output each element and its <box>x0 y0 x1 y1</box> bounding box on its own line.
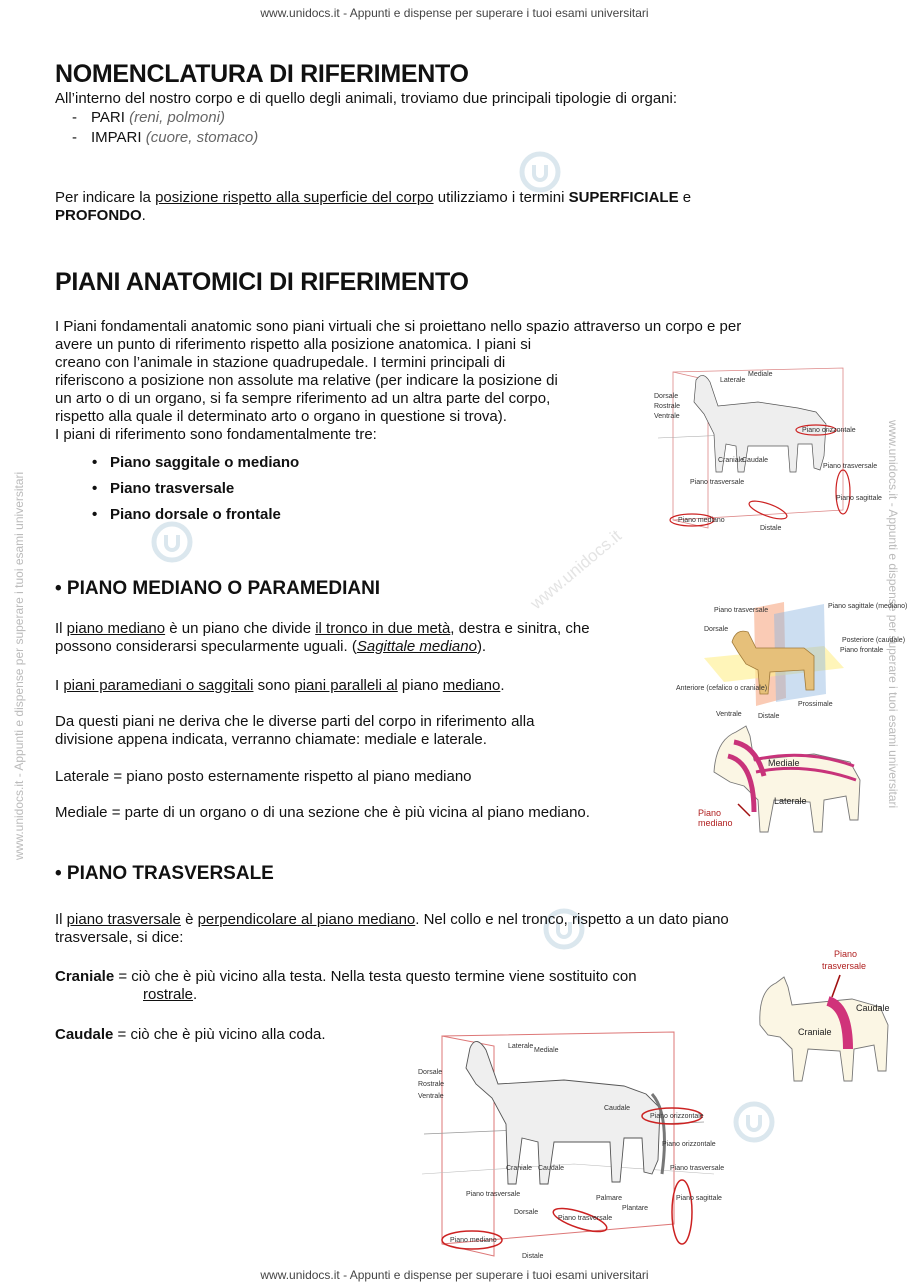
figure-label: Piano frontale <box>840 647 884 654</box>
organ-types-list <box>72 108 258 148</box>
figure-label: Distale <box>760 525 782 532</box>
figure-label: Craniale <box>506 1165 533 1172</box>
figure-label: Prossimale <box>798 701 833 708</box>
header-watermark: www.unidocs.it - Appunti e dispense per superare i tuoi esami universitari <box>260 6 649 20</box>
list-item: - PARI (reni, polmoni) <box>72 108 258 128</box>
figure-label: Distale <box>758 713 780 720</box>
section-title-piano-trasversale: • PIANO TRASVERSALE <box>55 863 274 884</box>
figure-label: Piano <box>698 808 722 818</box>
section-title-piani-anatomici: PIANI ANATOMICI DI RIFERIMENTO <box>55 268 469 296</box>
figure-label: Piano mediano <box>678 517 725 524</box>
figure-label: Mediale <box>768 758 800 768</box>
section-title-piano-mediano: • PIANO MEDIANO O PARAMEDIANI <box>55 578 381 599</box>
trasversale-paragraph: Il piano trasversale è perpendicolare al piano mediano. Nel collo e nel tronco, rispetto a un dato piano trasversale, si dice: <box>55 911 729 946</box>
figure-label: Laterale <box>508 1043 534 1050</box>
figure-label: Piano sagittale <box>676 1195 722 1202</box>
figure-label: Mediale <box>748 371 773 378</box>
footer-watermark: www.unidocs.it - Appunti e dispense per superare i tuoi esami universitari <box>260 1268 649 1282</box>
figure-label: Laterale <box>720 377 746 384</box>
list-item: - IMPARI (cuore, stomaco) <box>72 128 258 148</box>
figure-label: Craniale <box>718 457 745 464</box>
ghost-watermark: www.unidocs.it <box>526 526 626 614</box>
figure-label: Ventrale <box>418 1093 444 1100</box>
figure-label: Anteriore (cefalico o craniale) <box>676 685 768 692</box>
paramediani-paragraph: I piani paramediani o saggitali sono piani paralleli al piano mediano. <box>55 677 505 694</box>
figure-label: Piano orizzontale <box>802 427 856 434</box>
figure-label: Piano trasversale <box>690 479 745 486</box>
list-item: • Piano dorsale o frontale <box>92 502 299 528</box>
figure-label: Piano <box>834 949 858 959</box>
dog-planes-figure <box>674 598 908 723</box>
figure-label: Piano trasversale <box>714 607 769 614</box>
section-title-nomenclatura: NOMENCLATURA DI RIFERIMENTO <box>55 60 469 88</box>
figure-label: trasversale <box>822 961 867 971</box>
list-item: • Piano trasversale <box>92 476 299 502</box>
pony-mediale-laterale-figure <box>694 720 870 845</box>
planes-paragraph: I Piani fondamentali anatomic sono piani virtuali che si proiettano nello spazio attraverso un corpo e per avere un punto di riferimento rispetto alla posizione anatomica. I piani si creano con l’animale in stazione quadrupedale. I termini principali di riferiscono a posizione non assolute ma relative (per indicare la posizione di un arto o di un organo, si fa sempre riferimento ad un altra parte del corpo, rispetto alla quale il determinato arto o organo in questione si trova). I piani di riferimento sono fondamentalmente tre: <box>55 318 742 443</box>
division-paragraph: Da questi piani ne deriva che le diverse parti del corpo in riferimento alla divisione appena indicata, verranno chiamate: mediale e laterale. <box>55 713 535 748</box>
figure-label: Distale <box>522 1253 544 1260</box>
figure-label: Piano trasversale <box>466 1191 521 1198</box>
unidocs-logo-icon <box>730 1098 778 1146</box>
figure-label: Caudale <box>538 1165 565 1172</box>
figure-label: Dorsale <box>418 1069 443 1076</box>
figure-label: Piano trasversale <box>670 1165 725 1172</box>
list-item: • Piano saggitale o mediano <box>92 450 299 476</box>
mediano-paragraph: Il piano mediano è un piano che divide il tronco in due metà, destra e sinitra, che possono considerarsi specularmente uguali. (Sagittale mediano). <box>55 620 590 655</box>
side-watermark-left: www.unidocs.it - Appunti e dispense per superare i tuoi esami universitari <box>12 471 26 860</box>
caudale-definition: Caudale = ciò che è più vicino alla coda. <box>55 1026 326 1043</box>
figure-label: Caudale <box>742 457 769 464</box>
figure-label: Piano sagittale <box>836 495 882 502</box>
figure-label: Piano orizzontale <box>662 1141 716 1148</box>
figure-label: Rostrale <box>418 1081 445 1088</box>
figure-label: Piano sagittale (mediano) <box>828 603 908 610</box>
figure-label: Piano orizzontale <box>650 1113 704 1120</box>
figure-label: Dorsale <box>654 393 679 400</box>
horse-planes-figure-small <box>648 360 882 532</box>
figure-label: Rostrale <box>654 403 681 410</box>
section1-intro: All’interno del nostro corpo e di quello degli animali, troviamo due principali tipologie di organi: <box>55 90 678 107</box>
figure-label: Caudale <box>604 1105 631 1112</box>
craniale-definition: Craniale = ciò che è più vicino alla testa. Nella testa questo termine viene sostituito con rostrale. <box>55 968 637 1003</box>
laterale-definition: Laterale = piano posto esternamente rispetto al piano mediano <box>55 768 472 785</box>
horse-planes-figure-large <box>414 1024 725 1262</box>
figure-label: Dorsale <box>514 1209 539 1216</box>
pony-craniale-caudale-figure <box>752 945 894 1085</box>
side-watermark-right: www.unidocs.it - Appunti e dispense per superare i tuoi esami universitari <box>886 420 900 809</box>
figure-label: Caudale <box>856 1003 890 1013</box>
figure-label: mediano <box>698 818 733 828</box>
figure-label: Ventrale <box>654 413 680 420</box>
position-paragraph: Per indicare la posizione rispetto alla superficie del corpo utilizziamo i termini SUPERFICIALE e PROFONDO. <box>55 189 692 224</box>
mediale-definition: Mediale = parte di un organo o di una sezione che è più vicina al piano mediano. <box>55 804 590 821</box>
figure-label: Laterale <box>774 796 807 806</box>
figure-label: Dorsale <box>704 626 729 633</box>
figure-label: Piano trasversale <box>823 463 878 470</box>
planes-list <box>92 450 299 528</box>
figure-label: Posteriore (caudale) <box>842 637 906 644</box>
figure-label: Palmare <box>596 1195 623 1202</box>
figure-label: Plantare <box>622 1205 649 1212</box>
figure-label: Piano mediano <box>450 1237 497 1244</box>
figure-label: Piano trasversale <box>558 1215 613 1222</box>
figure-label: Ventrale <box>716 711 742 718</box>
figure-label: Craniale <box>798 1027 832 1037</box>
figure-label: Mediale <box>534 1047 559 1054</box>
